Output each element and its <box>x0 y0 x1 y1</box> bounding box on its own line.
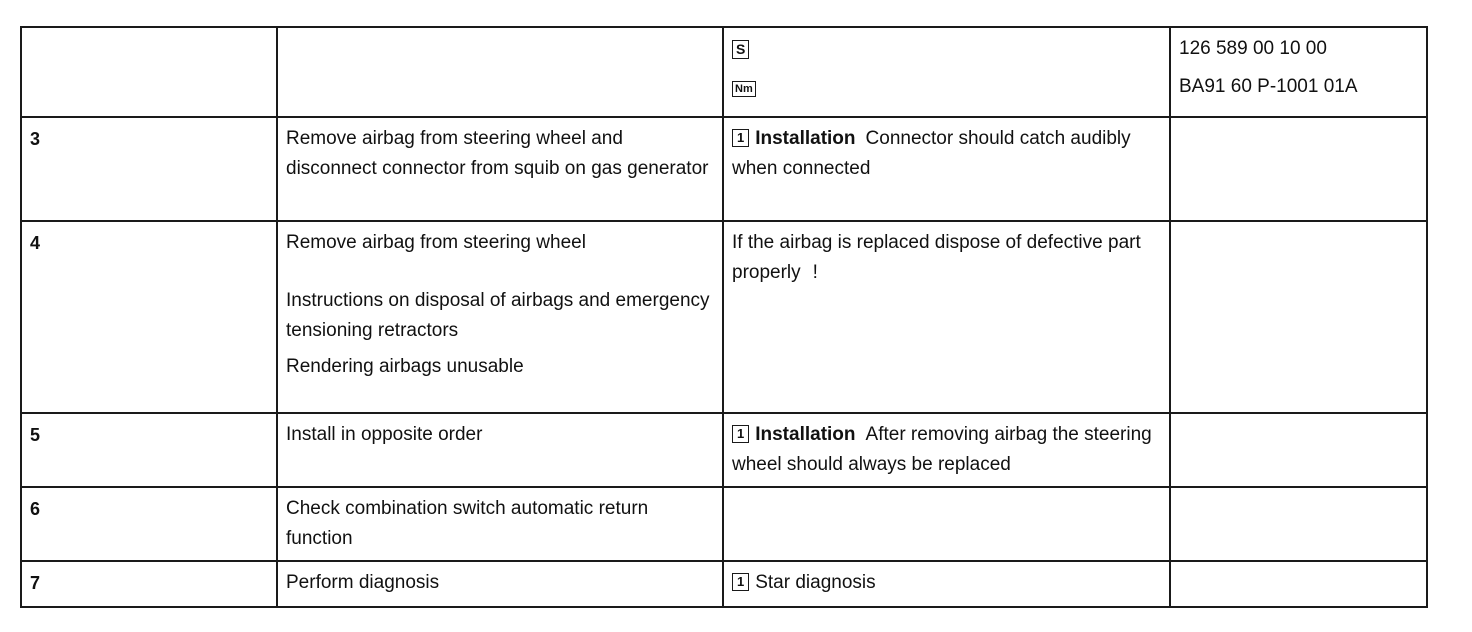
note-label: Installation <box>755 424 856 445</box>
step-number-cell <box>21 117 277 221</box>
operation-cell <box>277 413 723 487</box>
operation-cell <box>277 117 723 221</box>
torque-symbol-icon: Nm <box>732 81 756 97</box>
header-reference-cell <box>1170 27 1427 117</box>
operation-text: Remove airbag from steering wheel and disconnect connector from squib on gas generator <box>286 128 709 179</box>
tool-cell <box>1170 221 1427 413</box>
operation-text: Perform diagnosis <box>286 572 440 593</box>
header-operation-cell <box>277 27 723 117</box>
note-text: After removing airbag the steering wheel should always be replaced <box>732 424 1152 475</box>
note-cell <box>723 561 1170 607</box>
header-symbol-cell <box>723 27 1170 117</box>
header-step-cell <box>21 27 277 117</box>
step-number: 6 <box>30 499 41 519</box>
table-row <box>21 221 1427 413</box>
note-text: Connector should catch audibly when connected <box>732 128 1131 179</box>
procedure-table <box>20 26 1428 608</box>
operation-cell <box>277 487 723 561</box>
doc-reference: BA91 60 P-1001 01A <box>1179 76 1358 97</box>
operation-text: Check combination switch automatic return function <box>286 498 649 549</box>
table-header-row <box>21 27 1427 117</box>
warning-mark-icon: ! <box>812 262 818 283</box>
tool-cell <box>1170 117 1427 221</box>
tool-cell <box>1170 561 1427 607</box>
step-number-cell <box>21 561 277 607</box>
table-row <box>21 561 1427 607</box>
special-tool-symbol-icon: S <box>732 40 749 59</box>
table-row <box>21 487 1427 561</box>
operation-link-rendering: Rendering airbags unusable <box>286 356 524 377</box>
operation-cell <box>277 561 723 607</box>
note-cell <box>723 487 1170 561</box>
table-row <box>21 117 1427 221</box>
tool-number: 126 589 00 10 00 <box>1179 38 1327 59</box>
operation-cell <box>277 221 723 413</box>
note-reference-icon: 1 <box>732 129 749 147</box>
operation-text: Install in opposite order <box>286 424 483 445</box>
note-text: Star diagnosis <box>755 572 876 593</box>
step-number-cell <box>21 413 277 487</box>
note-cell <box>723 221 1170 413</box>
operation-link-disposal: Instructions on disposal of airbags and emergency tensioning retractors <box>286 290 710 341</box>
procedure-sheet <box>20 26 1426 608</box>
step-number-cell <box>21 221 277 413</box>
note-reference-icon: 1 <box>732 425 749 443</box>
note-cell <box>723 413 1170 487</box>
note-cell <box>723 117 1170 221</box>
step-number: 5 <box>30 425 41 445</box>
note-text: If the airbag is replaced dispose of defective part properly <box>732 232 1141 283</box>
note-label: Installation <box>755 128 856 149</box>
tool-cell <box>1170 413 1427 487</box>
note-reference-icon: 1 <box>732 573 749 591</box>
table-row <box>21 413 1427 487</box>
tool-cell <box>1170 487 1427 561</box>
step-number: 3 <box>30 129 41 149</box>
operation-text: Remove airbag from steering wheel <box>286 232 586 253</box>
step-number-cell <box>21 487 277 561</box>
step-number: 7 <box>30 573 41 593</box>
step-number: 4 <box>30 233 41 253</box>
